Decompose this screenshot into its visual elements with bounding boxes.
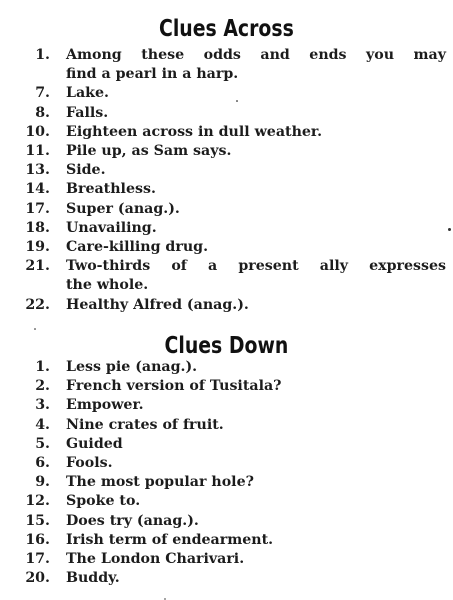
clues-across-heading: Clues Across bbox=[159, 16, 294, 42]
clue-text: Does try (anag.). bbox=[66, 512, 199, 529]
clue-text-line: Among these odds and ends you may bbox=[66, 47, 446, 63]
clue-number: 3. bbox=[35, 397, 50, 414]
clue-down-17 bbox=[0, 550, 453, 569]
clue-number: 9. bbox=[35, 474, 50, 491]
clue-down-12 bbox=[0, 492, 453, 511]
clue-text-line: the whole. bbox=[66, 277, 149, 294]
clue-number: 7. bbox=[35, 85, 50, 102]
clue-text: Unavailing. bbox=[66, 219, 157, 236]
clue-down-20 bbox=[0, 569, 453, 588]
clue-number: 22. bbox=[25, 296, 50, 313]
clue-down-6 bbox=[0, 454, 453, 473]
clue-text: Irish term of endearment. bbox=[66, 531, 274, 548]
clue-text: Healthy Alfred (anag.). bbox=[66, 296, 249, 313]
clue-text: Pile up, as Sam says. bbox=[66, 143, 232, 160]
clue-text: The London Charivari. bbox=[66, 551, 245, 568]
clues-down-list bbox=[0, 358, 453, 588]
clue-number: 13. bbox=[25, 162, 50, 179]
clue-text: Buddy. bbox=[66, 570, 120, 587]
clue-text-line: Two-thirds of a present ally expresses bbox=[66, 258, 446, 275]
clue-text: Empower. bbox=[66, 397, 144, 414]
clue-down-15 bbox=[0, 512, 453, 531]
clue-across-1 bbox=[0, 46, 453, 84]
clue-across-19 bbox=[0, 238, 453, 257]
clue-number: 5. bbox=[35, 435, 50, 452]
clue-number: 19. bbox=[25, 239, 50, 256]
clue-across-10 bbox=[0, 123, 453, 142]
clue-number: 21. bbox=[25, 258, 50, 275]
clue-down-9 bbox=[0, 473, 453, 492]
clue-across-8 bbox=[0, 104, 453, 123]
clues-across-list bbox=[0, 46, 453, 315]
print-speck bbox=[236, 100, 238, 102]
clue-number: 18. bbox=[25, 219, 50, 236]
clue-text: Side. bbox=[66, 162, 106, 179]
clue-number: 12. bbox=[25, 493, 50, 510]
clue-text: Super (anag.). bbox=[66, 200, 180, 217]
clue-number: 11. bbox=[25, 143, 50, 160]
clue-down-4 bbox=[0, 416, 453, 435]
clue-across-14 bbox=[0, 180, 453, 199]
clue-across-17 bbox=[0, 200, 453, 219]
clue-number: 15. bbox=[25, 512, 50, 529]
clue-number: 2. bbox=[35, 378, 50, 395]
print-speck bbox=[448, 228, 451, 231]
clue-number: 1. bbox=[35, 359, 50, 375]
clue-number: 17. bbox=[25, 200, 50, 217]
clue-down-16 bbox=[0, 531, 453, 550]
clues-down-heading: Clues Down bbox=[164, 333, 289, 359]
clue-text: Lake. bbox=[66, 85, 109, 102]
clue-text: The most popular hole? bbox=[66, 474, 254, 491]
clue-number: 10. bbox=[25, 123, 50, 140]
clue-text: Eighteen across in dull weather. bbox=[66, 123, 323, 140]
clue-number: 8. bbox=[35, 104, 50, 121]
clue-down-1 bbox=[0, 358, 453, 377]
clue-text: Spoke to. bbox=[66, 493, 141, 510]
clue-text: Care-killing drug. bbox=[66, 239, 209, 256]
clue-number: 6. bbox=[35, 455, 50, 472]
clue-down-2 bbox=[0, 377, 453, 396]
clue-across-21 bbox=[0, 257, 453, 295]
clue-number: 14. bbox=[25, 181, 50, 198]
clue-number: 20. bbox=[25, 570, 50, 587]
clue-across-11 bbox=[0, 142, 453, 161]
clue-down-5 bbox=[0, 435, 453, 454]
clue-text: Falls. bbox=[66, 104, 109, 121]
clue-number: 16. bbox=[25, 531, 50, 548]
clue-text: French version of Tusitala? bbox=[66, 378, 282, 395]
clue-text bbox=[66, 46, 446, 84]
clue-across-13 bbox=[0, 161, 453, 180]
print-speck bbox=[34, 328, 36, 330]
clue-across-18 bbox=[0, 219, 453, 238]
clue-down-3 bbox=[0, 396, 453, 415]
clue-text bbox=[66, 257, 446, 295]
clue-number: 4. bbox=[35, 416, 50, 433]
clue-text-line: find a pearl in a harp. bbox=[66, 66, 239, 83]
clue-text: Nine crates of fruit. bbox=[66, 416, 224, 433]
clue-text: Less pie (anag.). bbox=[66, 359, 198, 375]
clue-text: Fools. bbox=[66, 455, 113, 472]
clue-number: 17. bbox=[25, 551, 50, 568]
clue-text: Breathless. bbox=[66, 181, 156, 198]
clue-number: 1. bbox=[35, 47, 50, 63]
clue-across-22 bbox=[0, 296, 453, 315]
clue-across-7 bbox=[0, 84, 453, 103]
clue-text: Guided bbox=[66, 435, 123, 452]
